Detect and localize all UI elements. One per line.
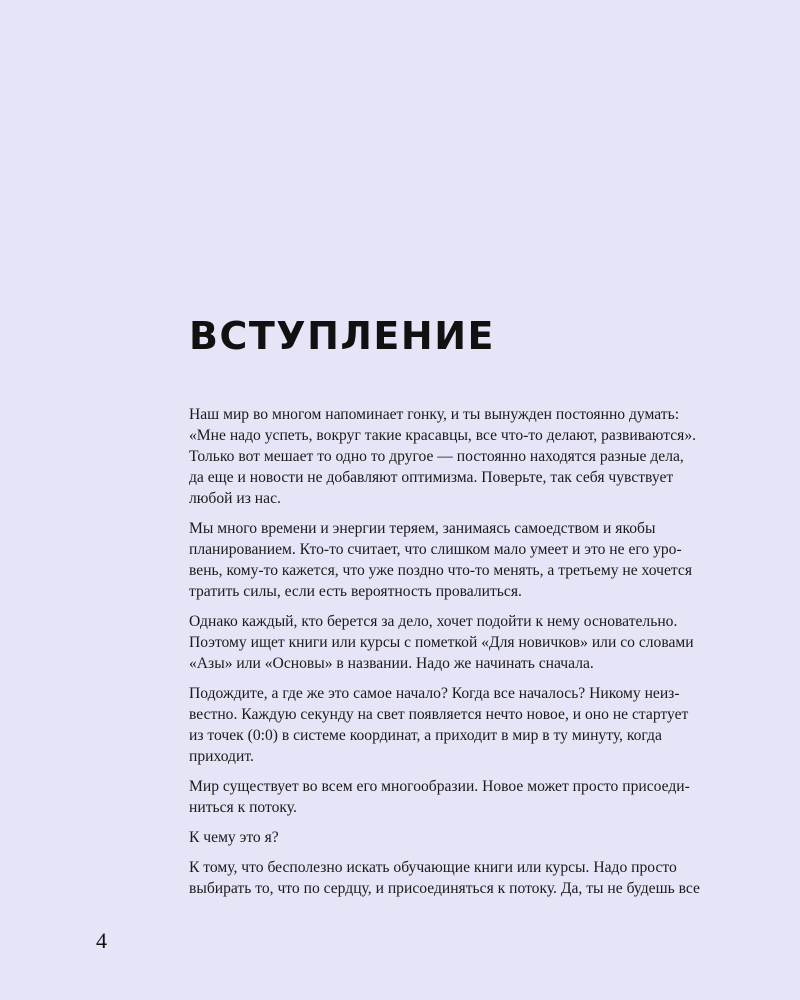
text-line: Мир существует во всем его многообразии. Новое может просто присоеди-	[189, 778, 690, 795]
page-number: 4	[96, 928, 107, 953]
paragraph	[189, 683, 717, 767]
text-line: К чему это я?	[189, 829, 279, 846]
paragraph	[189, 857, 717, 899]
text-line: К тому, что бесполезно искать обучающие книги или курсы. Надо просто	[189, 859, 677, 876]
text-line: из точек (0:0) в системе координат, а приходит в мир в ту минуту, когда	[189, 727, 662, 744]
text-line: ниться к потоку.	[189, 799, 297, 816]
body-text	[189, 404, 717, 908]
paragraph	[189, 518, 717, 602]
text-line: «Азы» или «Основы» в названии. Надо же начинать сначала.	[189, 655, 594, 672]
text-line: Однако каждый, кто берется за дело, хочет подойти к нему основательно.	[189, 613, 678, 630]
text-line: приходит.	[189, 748, 254, 765]
text-line: выбирать то, что по сердцу, и присоединяться к потоку. Да, ты не будешь все	[189, 880, 700, 897]
paragraph	[189, 611, 717, 674]
text-line: тратить силы, если есть вероятность провалиться.	[189, 583, 522, 600]
text-line: «Мне надо успеть, вокруг такие красавцы, все что-то делают, развиваются».	[189, 427, 697, 444]
text-line: любой из нас.	[189, 490, 281, 507]
chapter-title: ВСТУПЛЕНИЕ	[189, 314, 495, 358]
text-line: планированием. Кто-то считает, что слишком мало умеет и это не его уро-	[189, 541, 682, 558]
text-line: Поэтому ищет книги или курсы с пометкой «Для новичков» или со словами	[189, 634, 694, 651]
text-line: Наш мир во многом напоминает гонку, и ты вынужден постоянно думать:	[189, 406, 680, 423]
paragraph	[189, 776, 717, 818]
text-line: да еще и новости не добавляют оптимизма. Поверьте, так себя чувствует	[189, 469, 674, 486]
text-line: Подождите, а где же это самое начало? Когда все началось? Никому неиз-	[189, 685, 680, 702]
text-line: Только вот мешает то одно то другое — постоянно находятся разные дела,	[189, 448, 684, 465]
paragraph	[189, 404, 717, 509]
text-line: вестно. Каждую секунду на свет появляется нечто новое, и оно не стартует	[189, 706, 689, 723]
text-line: вень, кому-то кажется, что уже поздно что-то менять, а третьему не хочется	[189, 562, 693, 579]
paragraph	[189, 827, 717, 848]
text-line: Мы много времени и энергии теряем, занимаясь самоедством и якобы	[189, 520, 656, 537]
